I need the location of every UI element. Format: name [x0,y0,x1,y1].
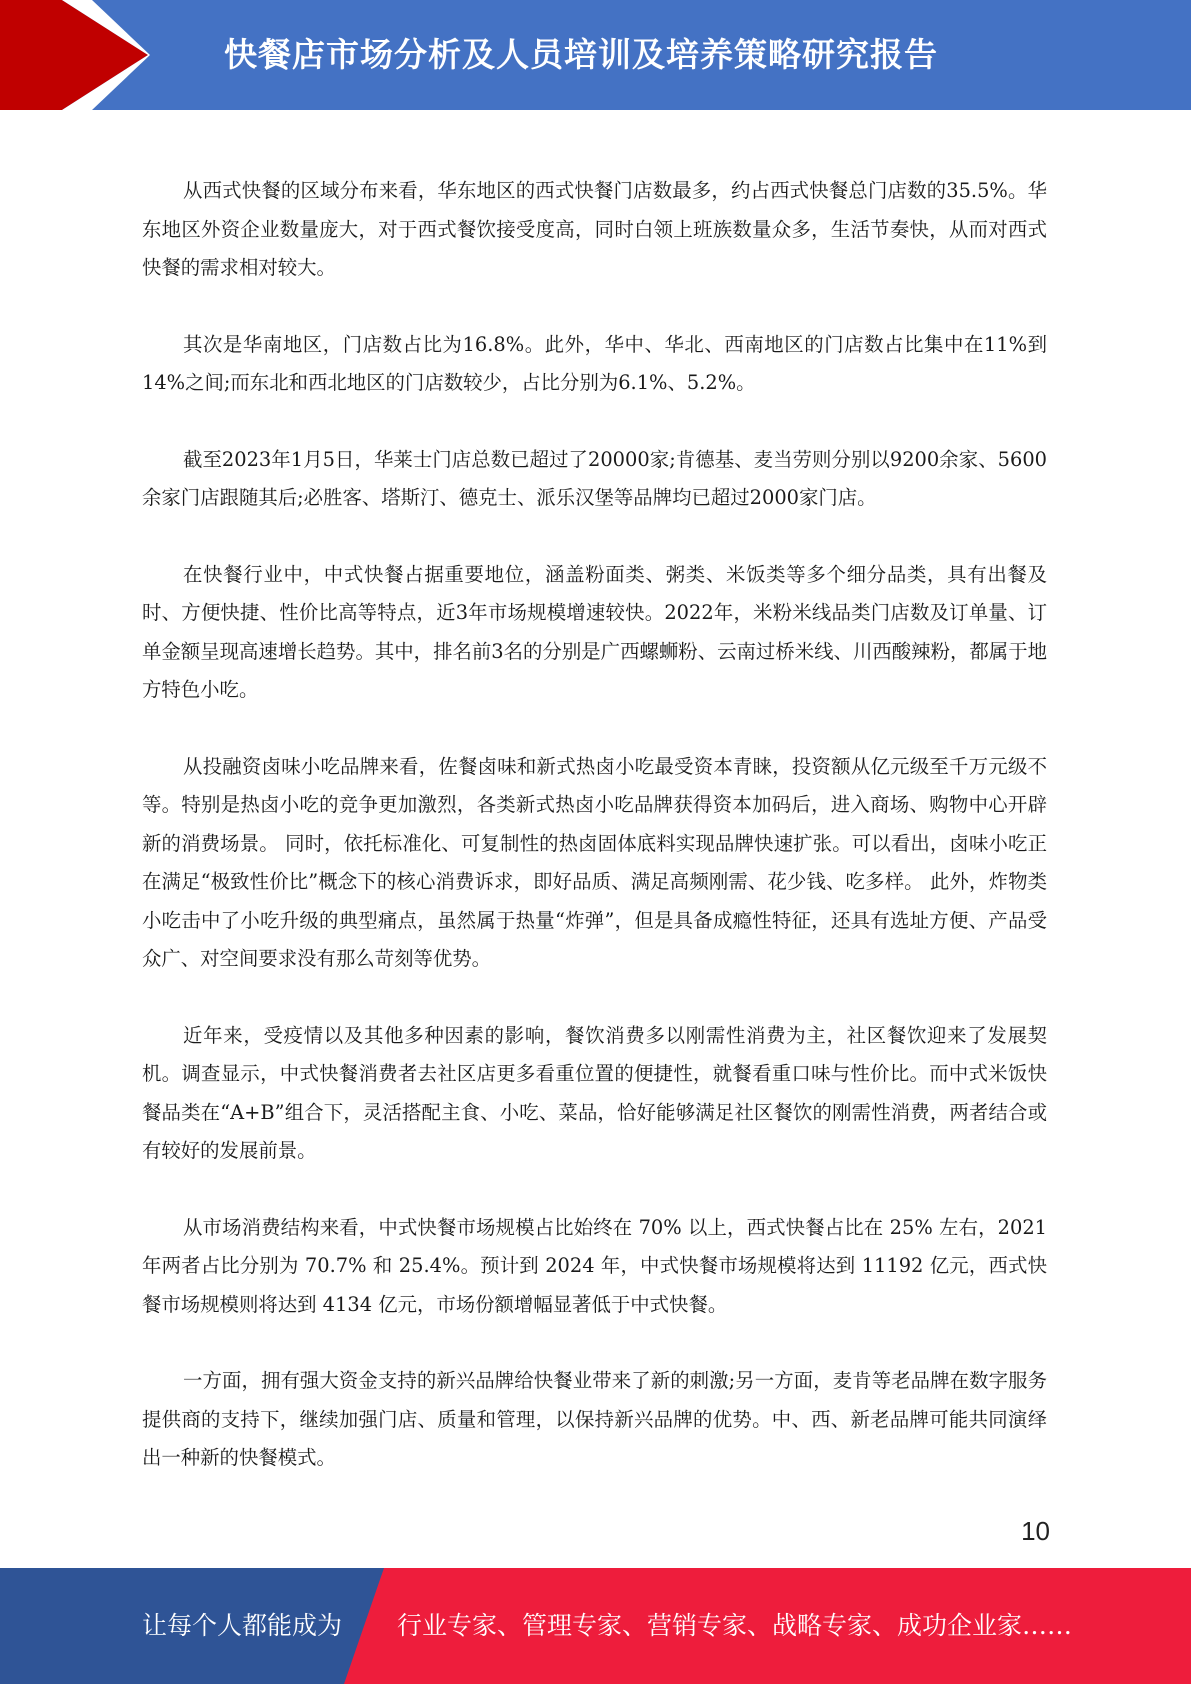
red-arrow-decoration [0,0,160,110]
footer-slogan-right: 行业专家、管理专家、营销专家、战略专家、成功企业家…… [397,1611,1073,1640]
page-number: 10 [1021,1516,1050,1546]
paragraph: 截至2023年1月5日，华莱士门店总数已超过了20000家;肯德基、麦当劳则分别以9200余家、5600余家门店跟随其后;必胜客、塔斯汀、德克士、派乐汉堡等品牌均已超过2000家门店。 [142,447,1047,509]
paragraph: 从市场消费结构来看，中式快餐市场规模占比始终在 70% 以上，西式快餐占比在 25% 左右，2021 年两者占比分别为 70.7% 和 25.4%。预计到 2024 年，中式快餐市场规模将达到 11192 亿元，西式快餐市场规模则将达到 4134 亿元，市场份额增幅显著低于中式快餐。 [142,1215,1047,1316]
paragraph: 从投融资卤味小吃品牌来看，佐餐卤味和新式热卤小吃最受资本青睐，投资额从亿元级至千万元级不等。特别是热卤小吃的竞争更加激烈，各类新式热卤小吃品牌获得资本加码后，进入商场、购物中心开辟新的消费场景。 同时，依托标准化、可复制性的热卤固体底料实现品牌快速扩张。可以看出，卤味小吃正在满足“极致性价比”概念下的核心消费诉求，即好品质、满足高频刚需、花少钱、吃多样。 此外，炸物类小吃击中了小吃升级的典型痛点，虽然属于热量“炸弹”，但是具备成瘾性特征，还具有选址方便、产品受众广、对空间要求没有那么苛刻等优势。 [142,754,1047,970]
paragraph: 一方面，拥有强大资金支持的新兴品牌给快餐业带来了新的刺激;另一方面，麦肯等老品牌在数字服务提供商的支持下，继续加强门店、质量和管理，以保持新兴品牌的优势。中、西、新老品牌可能共同演绎出一种新的快餐模式。 [142,1369,1047,1469]
body-text [142,172,1047,1516]
report-title: 快餐店市场分析及人员培训及培养策略研究报告 [224,35,938,74]
paragraph: 其次是华南地区，门店数占比为16.8%。此外，华中、华北、西南地区的门店数占比集中在11%到14%之间;而东北和西北地区的门店数较少，占比分别为6.1%、5.2%。 [142,332,1047,394]
paragraph: 从西式快餐的区域分布来看，华东地区的西式快餐门店数最多，约占西式快餐总门店数的35.5%。华东地区外资企业数量庞大，对于西式餐饮接受度高，同时白领上班族数量众多，生活节奏快，从而对西式快餐的需求相对较大。 [142,179,1047,279]
paragraph: 在快餐行业中，中式快餐占据重要地位，涵盖粉面类、粥类、米饭类等多个细分品类，具有出餐及时、方便快捷、性价比高等特点，近3年市场规模增速较快。2022年，米粉米线品类门店数及订单量、订单金额呈现高速增长趋势。其中，排名前3名的分别是广西螺蛳粉、云南过桥米线、川西酸辣粉，都属于地方特色小吃。 [142,562,1047,701]
paragraph: 近年来，受疫情以及其他多种因素的影响，餐饮消费多以刚需性消费为主，社区餐饮迎来了发展契机。调查显示，中式快餐消费者去社区店更多看重位置的便捷性，就餐看重口味与性价比。而中式米饭快餐品类在“A+B”组合下，灵活搭配主食、小吃、菜品，恰好能够满足社区餐饮的刚需性消费，两者结合或有较好的发展前景。 [142,1023,1047,1162]
footer-slogan-left: 让每个人都能成为 [142,1611,343,1640]
page-footer [0,1568,1191,1684]
page-header [0,0,1191,110]
